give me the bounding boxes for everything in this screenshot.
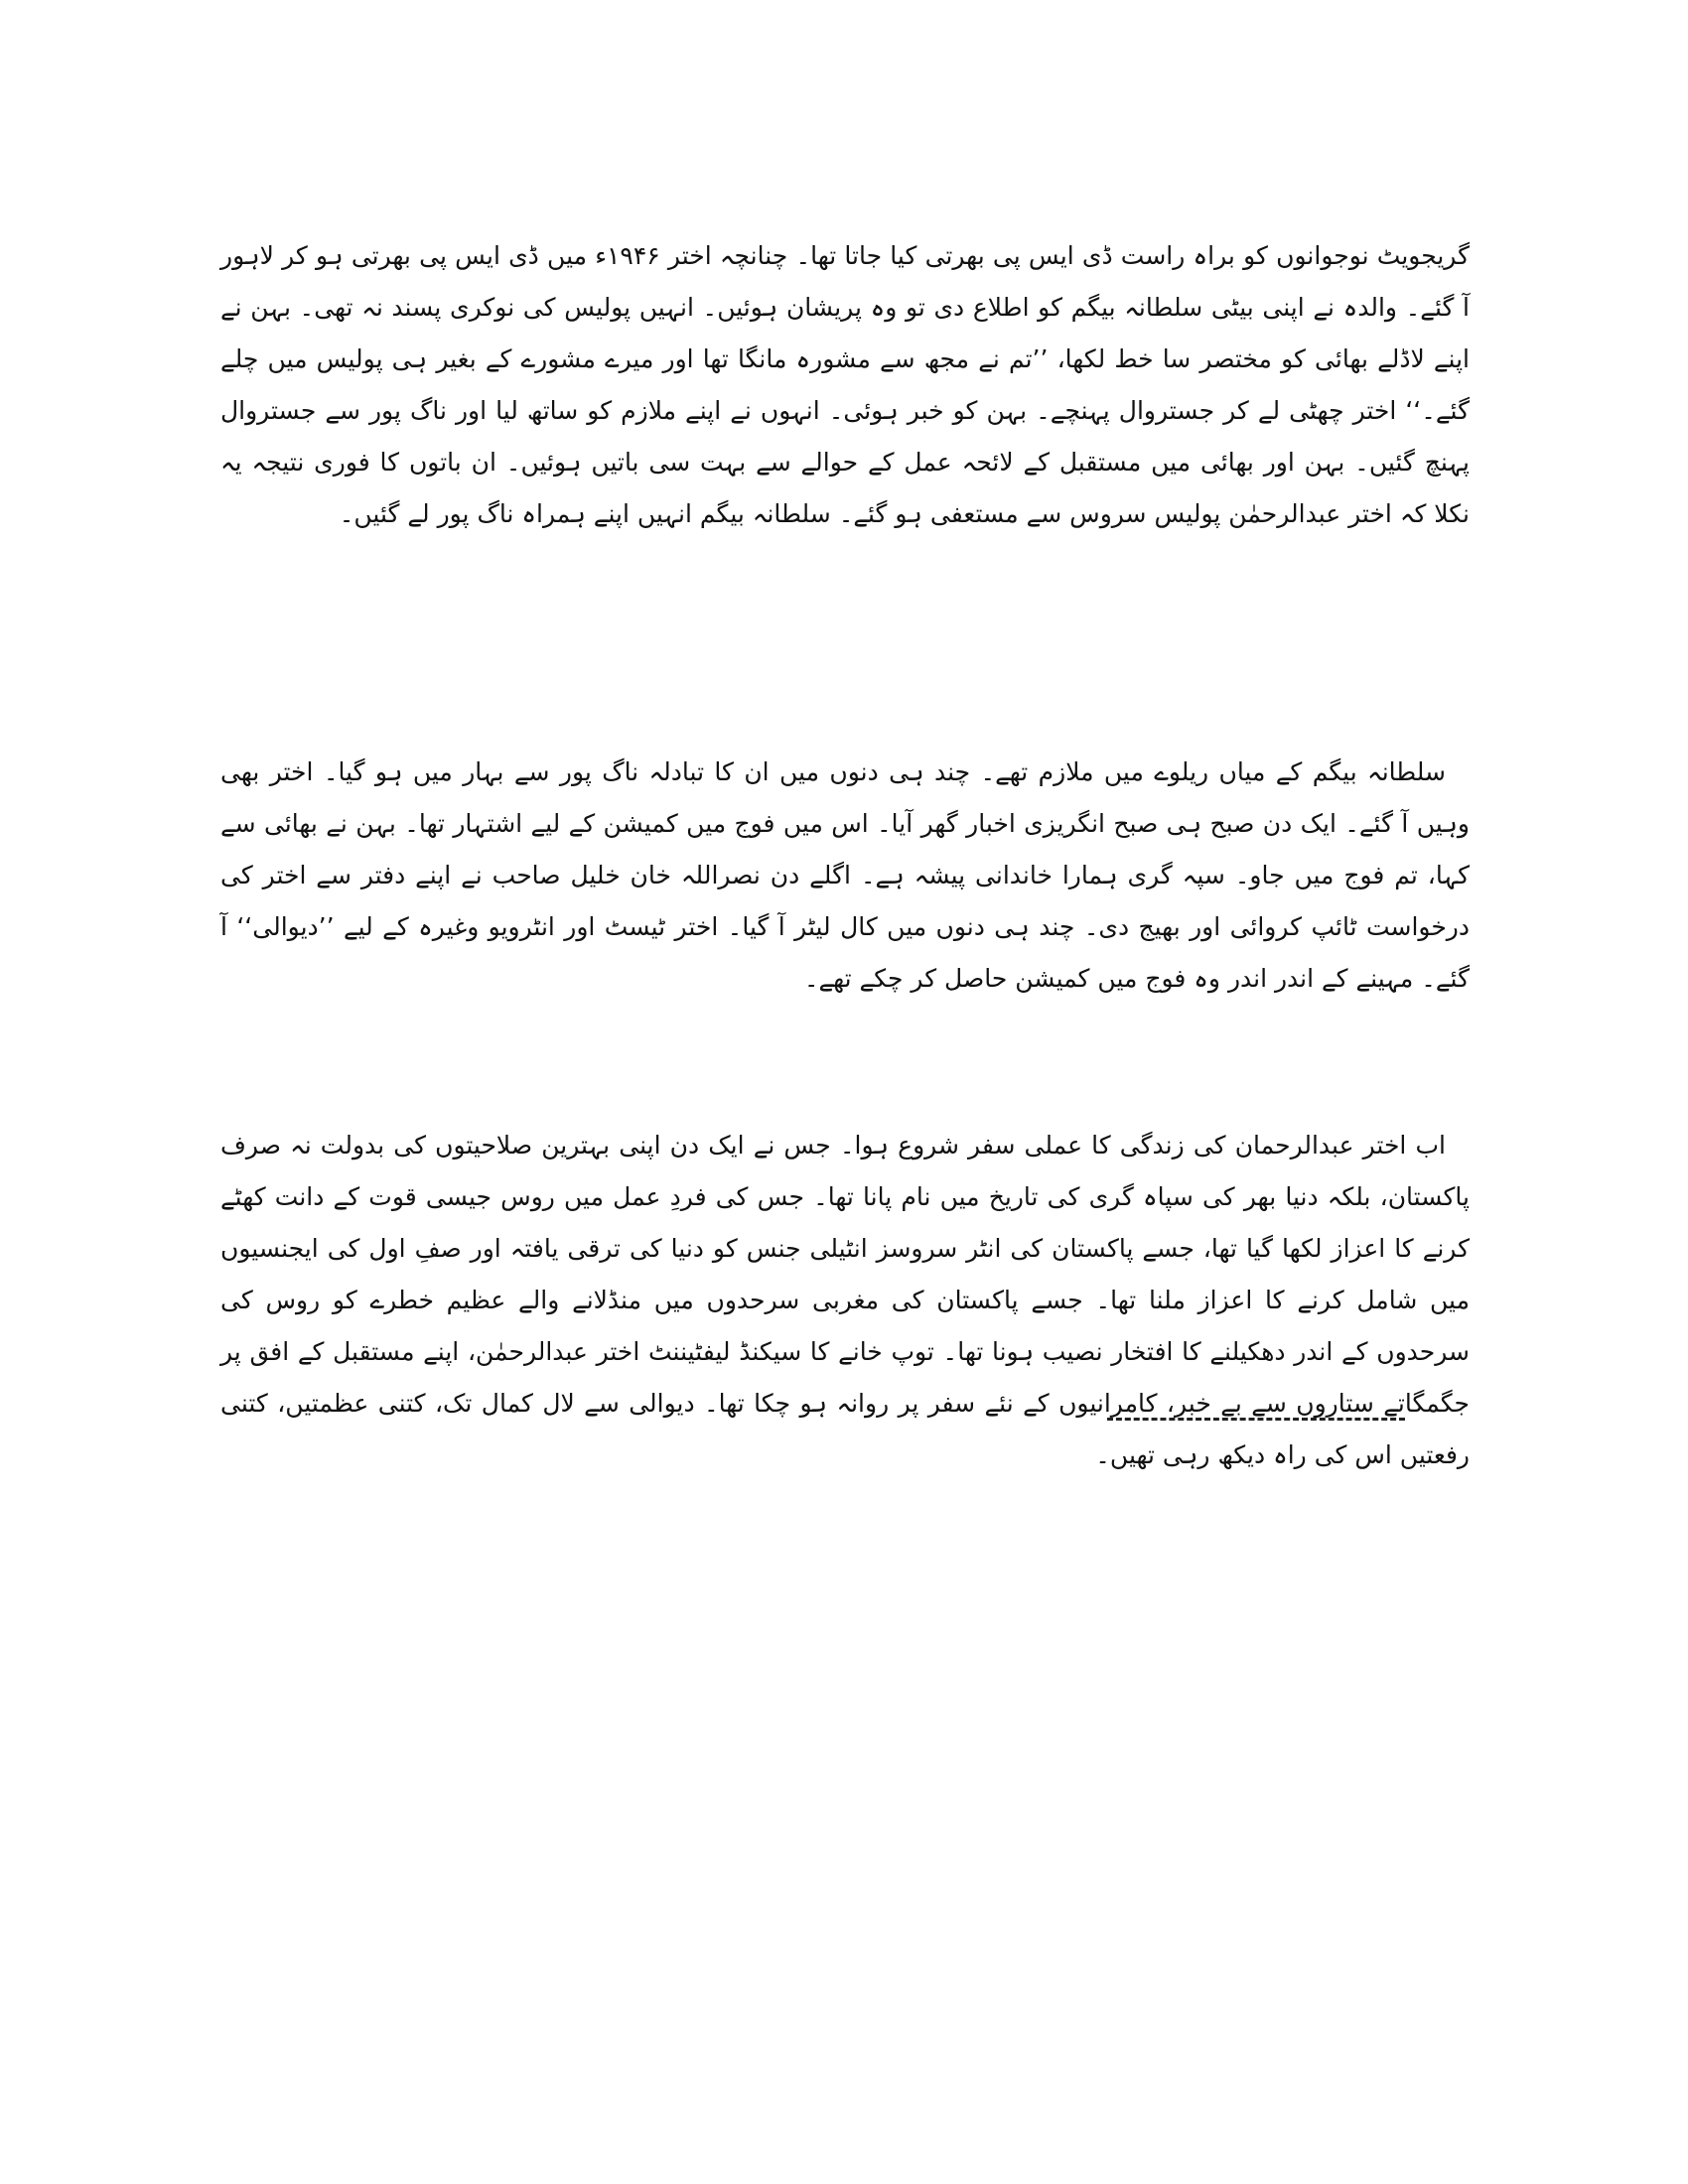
paragraph-3: اب اختر عبدالرحمان کی زندگی کا عملی سفر شروع ہوا۔ جس نے ایک دن اپنی بہترین صلاحیتوں کی بدولت نہ صرف پاکستان، بلکہ دنیا بھر کی سپاہ گری کی تاریخ میں نام پانا تھا۔ جس کی فردِ عمل میں روس جیسی قوت کے دانت کھٹے کرنے کا اعزاز لکھا گیا تھا، جسے پاکستان کی انٹر سروسز انٹیلی جنس کو دنیا کی ترقی یافتہ اور صفِ اول کی ایجنسیوں میں شامل کرنے کا اعزاز ملنا تھا۔ جسے پاکستان کی مغربی سرحدوں میں منڈلانے والے عظیم خطرے کو روس کی سرحدوں کے اندر دھکیلنے کا افتخار نصیب ہونا تھا۔ توپ خانے کا سیکنڈ لیفٹیننٹ اختر عبدالرحمٰن، اپنے مستقبل کے افق پر جگمگاتے ستاروں سے بے خبر، کامرانیوں کے نئے سفر پر روانہ ہو چکا تھا۔ دیوالی سے لال کمال تک، کتنی عظمتیں، کتنی رفعتیں اس کی راہ دیکھ رہی تھیں۔ <box>220 1131 1470 1469</box>
paragraph-1: گریجویٹ نوجوانوں کو براہ راست ڈی ایس پی بھرتی کیا جاتا تھا۔ چنانچہ اختر ۱۹۴۶ء میں ڈی ایس پی بھرتی ہو کر لاہور آ گئے۔ والدہ نے اپنی بیٹی سلطانہ بیگم کو اطلاع دی تو وہ پریشان ہوئیں۔ انہیں پولیس کی نوکری پسند نہ تھی۔ بہن نے اپنے لاڈلے بھائی کو مختصر سا خط لکھا، ’’تم نے مجھ سے مشورہ مانگا تھا اور میرے مشورے کے بغیر ہی پولیس میں چلے گئے۔‘‘ اختر چھٹی لے کر جستروال پہنچے۔ بہن کو خبر ہوئی۔ انہوں نے اپنے ملازم کو ساتھ لیا اور ناگ پور سے جستروال پہنچ گئیں۔ بہن اور بھائی میں مستقبل کے لائحہ عمل کے حوالے سے بہت سی باتیں ہوئیں۔ ان باتوں کا فوری نتیجہ یہ نکلا کہ اختر عبدالرحمٰن پولیس سروس سے مستعفی ہو گئے۔ سلطانہ بیگم انہیں اپنے ہمراہ ناگ پور لے گئیں۔ <box>220 241 1470 528</box>
paragraph-2: سلطانہ بیگم کے میاں ریلوے میں ملازم تھے۔ چند ہی دنوں میں ان کا تبادلہ ناگ پور سے بہار میں ہو گیا۔ اختر بھی وہیں آ گئے۔ ایک دن صبح ہی صبح انگریزی اخبار گھر آیا۔ اس میں فوج میں کمیشن کے لیے اشتہار تھا۔ بہن نے بھائی سے کہا، تم فوج میں جاو۔ سپہ گری ہمارا خاندانی پیشہ ہے۔ اگلے دن نصراللہ خان خلیل صاحب نے اپنے دفتر سے اختر کی درخواست ٹائپ کروائی اور بھیج دی۔ چند ہی دنوں میں کال لیٹر آ گیا۔ اختر ٹیسٹ اور انٹرویو وغیرہ کے لیے ’’دیوالی‘‘ آ گئے۔ مہینے کے اندر اندر وہ فوج میں کمیشن حاصل کر چکے تھے۔ <box>220 757 1470 993</box>
section-divider <box>1107 1418 1405 1421</box>
